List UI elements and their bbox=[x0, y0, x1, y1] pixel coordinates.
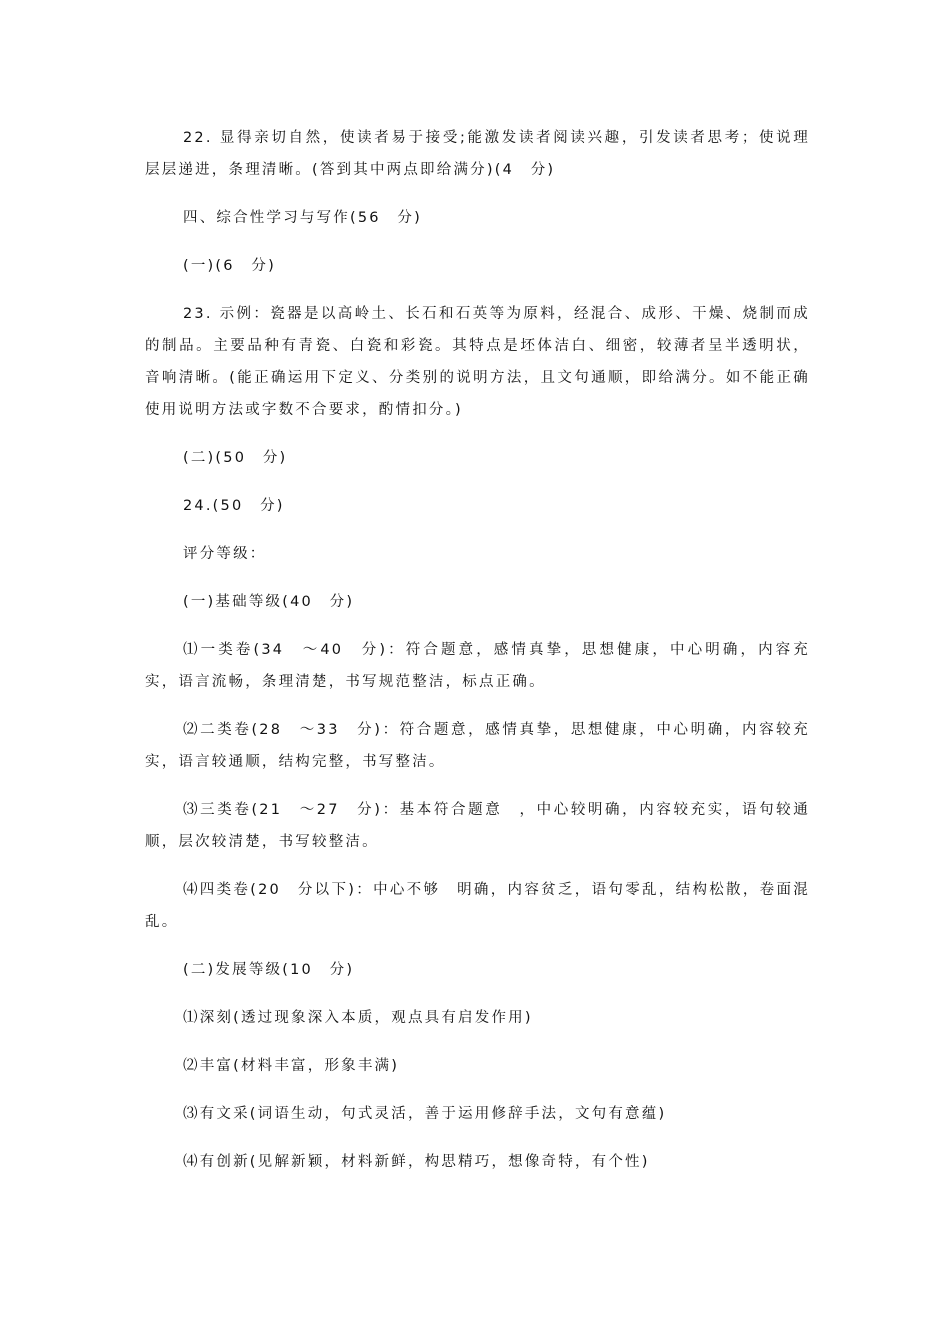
part-heading-1: (一)(6 分) bbox=[183, 258, 276, 274]
document-body bbox=[145, 122, 810, 1194]
development-item-2: ⑵丰富(材料丰富，形象丰满) bbox=[183, 1058, 400, 1074]
grade-class-4: ⑷四类卷(20 分以下)：中心不够 明确，内容贫乏，语句零乱，结构松散，卷面混乱。 bbox=[145, 882, 810, 930]
answer-24: 24.(50 分) bbox=[183, 498, 285, 514]
section-heading-4: 四、综合性学习与写作(56 分) bbox=[183, 210, 422, 226]
answer-22: 22. 显得亲切自然，使读者易于接受;能激发读者阅读兴趣，引发读者思考；使说理层层递进，条理清晰。(答到其中两点即给满分)(4 分) bbox=[145, 130, 810, 178]
development-item-1: ⑴深刻(透过现象深入本质，观点具有启发作用) bbox=[183, 1010, 533, 1026]
grading-heading: 评分等级： bbox=[183, 546, 267, 562]
development-item-3: ⑶有文采(词语生动，句式灵活，善于运用修辞手法，文句有意蕴) bbox=[183, 1106, 667, 1122]
grade-class-2: ⑵二类卷(28 ～33 分)：符合题意，感情真挚，思想健康，中心明确，内容较充实，语言较通顺，结构完整，书写整洁。 bbox=[145, 722, 810, 770]
basic-level-heading: (一)基础等级(40 分) bbox=[183, 594, 355, 610]
development-item-4: ⑷有创新(见解新颖，材料新鲜，构思精巧，想像奇特，有个性) bbox=[183, 1154, 650, 1170]
grade-class-3: ⑶三类卷(21 ～27 分)：基本符合题意 ，中心较明确，内容较充实，语句较通顺，层次较清楚，书写较整洁。 bbox=[145, 802, 810, 850]
part-heading-2: (二)(50 分) bbox=[183, 450, 288, 466]
answer-23: 23. 示例：瓷器是以高岭土、长石和石英等为原料，经混合、成形、干燥、烧制而成的制品。主要品种有青瓷、白瓷和彩瓷。其特点是坯体洁白、细密，较薄者呈半透明状，音响清晰。(能正确运用下定义、分类别的说明方法，且文句通顺，即给满分。如不能正确使用说明方法或字数不合要求，酌情扣分。) bbox=[145, 306, 810, 418]
grade-class-1: ⑴一类卷(34 ～40 分)：符合题意，感情真挚，思想健康，中心明确，内容充实，语言流畅，条理清楚，书写规范整洁，标点正确。 bbox=[145, 642, 810, 690]
development-level-heading: (二)发展等级(10 分) bbox=[183, 962, 355, 978]
